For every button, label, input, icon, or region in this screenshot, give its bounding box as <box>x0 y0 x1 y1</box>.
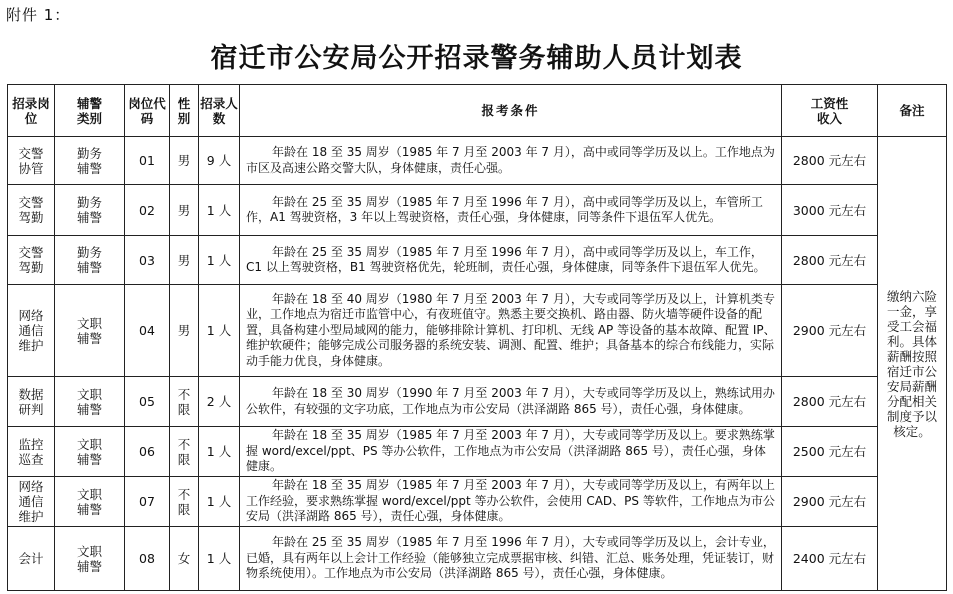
cell-remark: 缴纳六险一金，享受工会福利。具体薪酬按照宿迁市公安局薪酬分配相关制度予以核定。 <box>878 137 947 591</box>
header-category: 辅警类别 <box>55 85 125 137</box>
cell-code: 04 <box>125 285 170 377</box>
cell-post: 监控巡查 <box>8 427 55 477</box>
cell-category: 文职辅警 <box>55 377 125 427</box>
cell-code: 08 <box>125 527 170 591</box>
cell-post: 交警驾勤 <box>8 185 55 236</box>
cell-code: 06 <box>125 427 170 477</box>
conditions-text: 年龄在 25 至 35 周岁（1985 年 7 月至 1996 年 7 月），高中或同等学历及以上，车管所工作，A1 驾驶资格，3 年以上驾驶资格，责任心强，身体健康，同等条件下退伍军人优先。 <box>246 194 763 224</box>
cell-salary: 2800 元左右 <box>782 236 878 285</box>
cell-count: 1 人 <box>199 185 240 236</box>
cell-category: 文职辅警 <box>55 477 125 527</box>
cell-count: 1 人 <box>199 527 240 591</box>
table-row <box>8 377 947 427</box>
cell-gender: 男 <box>170 185 199 236</box>
conditions-text: 年龄在 25 至 35 周岁（1985 年 7 月至 1996 年 7 月），高中或同等学历及以上，车工作，C1 以上驾驶资格，B1 驾驶资格优先，轮班制，责任心强，身体健康，同等条件下退伍军人优先。 <box>246 244 766 274</box>
cell-category: 文职辅警 <box>55 427 125 477</box>
recruitment-plan-table <box>7 84 947 591</box>
cell-gender: 不限 <box>170 477 199 527</box>
header-remark: 备注 <box>878 85 947 137</box>
cell-count: 9 人 <box>199 137 240 185</box>
header-post: 招录岗位 <box>8 85 55 137</box>
cell-conditions <box>240 427 782 477</box>
cell-conditions <box>240 377 782 427</box>
cell-category: 勤务辅警 <box>55 137 125 185</box>
cell-salary: 2900 元左右 <box>782 477 878 527</box>
cell-count: 1 人 <box>199 236 240 285</box>
cell-count: 1 人 <box>199 427 240 477</box>
cell-gender: 不限 <box>170 427 199 477</box>
conditions-text: 年龄在 25 至 35 周岁（1985 年 7 月至 1996 年 7 月），大专或同等学历及以上，会计专业，已婚，具有两年以上会计工作经验（能够独立完成票据审核、纠错、汇总、账务处理，凭证装订，财物系统使用）。工作地点为市公安局（洪泽湖路 865 号），责任心强，身体健康。 <box>246 535 775 581</box>
conditions-text: 年龄在 18 至 35 周岁（1985 年 7 月至 2003 年 7 月），大专或同等学历及以上，有两年以上工作经验，要求熟练掌握 word/excel/ppt 等办公软件，会使用 CAD、PS 等软件，工作地点为市公安局（洪泽湖路 865 号），责任心强，身体健康。 <box>246 478 775 524</box>
page-title: 宿迁市公安局公开招录警务辅助人员计划表 <box>210 43 743 74</box>
table-row <box>8 137 947 185</box>
cell-conditions <box>240 285 782 377</box>
cell-post: 交警协管 <box>8 137 55 185</box>
cell-salary: 2400 元左右 <box>782 527 878 591</box>
cell-category: 勤务辅警 <box>55 185 125 236</box>
table-row <box>8 527 947 591</box>
cell-conditions <box>240 137 782 185</box>
cell-salary: 2900 元左右 <box>782 285 878 377</box>
cell-conditions <box>240 236 782 285</box>
cell-category: 勤务辅警 <box>55 236 125 285</box>
conditions-text: 年龄在 18 至 30 周岁（1990 年 7 月至 2003 年 7 月），大专或同等学历及以上，熟练试用办公软件，有较强的文字功底，工作地点为市公安局（洪泽湖路 865 号），责任心强，身体健康。 <box>246 386 775 416</box>
table-row <box>8 185 947 236</box>
cell-conditions <box>240 185 782 236</box>
attachment-label: 附件 1： <box>6 6 71 24</box>
table-row <box>8 477 947 527</box>
table-row <box>8 427 947 477</box>
cell-code: 07 <box>125 477 170 527</box>
cell-post: 数据研判 <box>8 377 55 427</box>
cell-post: 网络通信维护 <box>8 477 55 527</box>
conditions-text: 年龄在 18 至 40 周岁（1980 年 7 月至 2003 年 7 月），大专或同等学历及以上，计算机类专业，工作地点为宿迁市监管中心，有夜班值守。熟悉主要交换机、路由器、防火墙等硬件设备的配置，具备构建小型局域网的能力，能够排除计算机、打印机、无线 AP 等设备的基本故障、配置 IP、维护软硬件；能够完成公司服务器的系统安装、调测、配置、维护；具备基本的综合布线能力，实际动手能力优良，身体健康。 <box>246 291 776 368</box>
cell-code: 05 <box>125 377 170 427</box>
cell-gender: 男 <box>170 285 199 377</box>
header-row <box>8 85 947 137</box>
header-code: 岗位代码 <box>125 85 170 137</box>
conditions-text: 年龄在 18 至 35 周岁（1985 年 7 月至 2003 年 7 月），大专或同等学历及以上。要求熟练掌握 word/excel/ppt、PS 等办公软件，工作地点为市公安局（洪泽湖路 865 号），责任心强，身体健康。 <box>246 428 775 474</box>
cell-salary: 2800 元左右 <box>782 377 878 427</box>
cell-post: 网络通信维护 <box>8 285 55 377</box>
cell-post: 交警驾勤 <box>8 236 55 285</box>
cell-gender: 女 <box>170 527 199 591</box>
cell-count: 2 人 <box>199 377 240 427</box>
header-count: 招录人数 <box>199 85 240 137</box>
cell-count: 1 人 <box>199 285 240 377</box>
cell-gender: 男 <box>170 236 199 285</box>
cell-conditions <box>240 477 782 527</box>
cell-salary: 2500 元左右 <box>782 427 878 477</box>
cell-gender: 不限 <box>170 377 199 427</box>
header-gender: 性别 <box>170 85 199 137</box>
cell-salary: 3000 元左右 <box>782 185 878 236</box>
cell-conditions <box>240 527 782 591</box>
table-row <box>8 236 947 285</box>
cell-gender: 男 <box>170 137 199 185</box>
header-salary: 工资性收入 <box>782 85 878 137</box>
cell-salary: 2800 元左右 <box>782 137 878 185</box>
table-row <box>8 285 947 377</box>
cell-code: 02 <box>125 185 170 236</box>
cell-category: 文职辅警 <box>55 527 125 591</box>
cell-count: 1 人 <box>199 477 240 527</box>
cell-category: 文职辅警 <box>55 285 125 377</box>
cell-post: 会计 <box>8 527 55 591</box>
header-conditions: 报考条件 <box>240 85 782 137</box>
cell-code: 03 <box>125 236 170 285</box>
cell-code: 01 <box>125 137 170 185</box>
conditions-text: 年龄在 18 至 35 周岁（1985 年 7 月至 2003 年 7 月），高中或同等学历及以上。工作地点为市区及高速公路交警大队，身体健康，责任心强。 <box>246 145 775 175</box>
